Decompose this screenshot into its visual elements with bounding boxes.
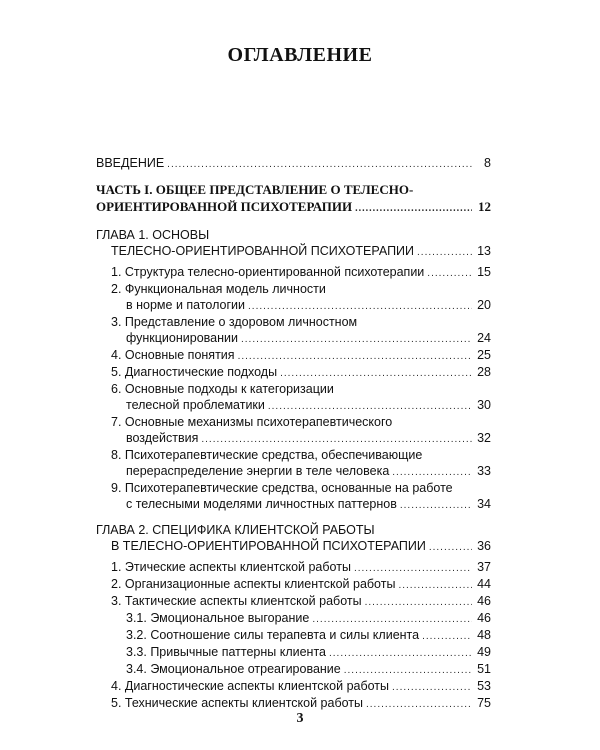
toc-entry-label: в норме и патологии [126, 298, 246, 312]
toc-page-number: 46 [477, 611, 491, 625]
dot-leader [329, 647, 472, 661]
toc-entry-ch1-7[interactable] [126, 431, 491, 447]
toc-page-number: 75 [477, 696, 491, 710]
dot-leader [312, 613, 472, 627]
dot-leader [392, 466, 472, 480]
toc-entry-label: 3.1. Эмоциональное выгорание [126, 611, 310, 625]
toc-ch1-2-line1: 2. Функциональная модель личности [111, 282, 326, 296]
toc-entry-ch1-1[interactable] [111, 265, 491, 281]
toc-entry-label: 3.2. Соотношение силы терапевта и силы клиента [126, 628, 420, 642]
dot-leader [400, 499, 472, 513]
dot-leader [422, 630, 472, 644]
dot-leader [241, 333, 472, 347]
dot-leader [238, 350, 472, 364]
toc-entry-label: 1. Структура телесно-ориентированной психотерапии [111, 265, 425, 279]
toc-page-number: 13 [477, 244, 491, 258]
dot-leader [429, 541, 472, 555]
toc-ch1-7-line1: 7. Основные механизмы психотерапевтического [111, 415, 393, 429]
toc-page-number: 48 [477, 628, 491, 642]
toc-entry-label: воздействия [126, 431, 199, 445]
toc-page-number: 53 [477, 679, 491, 693]
toc-page-number: 46 [477, 594, 491, 608]
toc-entry-label: 3.3. Привычные паттерны клиента [126, 645, 326, 659]
toc-entry-label: с телесными моделями личностных паттернов [126, 497, 397, 511]
toc-entry-chapter2[interactable] [111, 539, 491, 555]
toc-entry-label: перераспределение энергии в теле человека [126, 464, 390, 478]
page-title: ОГЛАВЛЕНИЕ [227, 44, 373, 66]
toc-part1-line1: ЧАСТЬ I. ОБЩЕЕ ПРЕДСТАВЛЕНИЕ О ТЕЛЕСНО- [96, 182, 414, 197]
toc-entry-ch1-8[interactable] [126, 464, 491, 480]
toc-chapter2-line1: ГЛАВА 2. СПЕЦИФИКА КЛИЕНТСКОЙ РАБОТЫ [96, 523, 375, 537]
dot-leader [280, 367, 472, 381]
dot-leader [417, 246, 472, 260]
toc-entry-label: 1. Этические аспекты клиентской работы [111, 560, 351, 574]
dot-leader [167, 158, 472, 172]
toc-entry-label: 4. Основные понятия [111, 348, 235, 362]
toc-entry-ch2-1[interactable] [111, 560, 491, 576]
toc-chapter1-line1: ГЛАВА 1. ОСНОВЫ [96, 228, 210, 242]
toc-entry-label: 5. Диагностические подходы [111, 365, 278, 379]
toc-page-number: 12 [478, 199, 491, 214]
page-number: 3 [296, 711, 304, 726]
toc-entry-chapter1[interactable] [111, 244, 491, 260]
dot-leader [201, 433, 472, 447]
toc-entry-ch2-3[interactable] [111, 594, 491, 610]
toc-entry-label: 4. Диагностические аспекты клиентской работы [111, 679, 390, 693]
toc-entry-label: функционировании [126, 331, 238, 345]
dot-leader [344, 664, 472, 678]
toc-entry-ch1-5[interactable] [111, 365, 491, 381]
toc-page-number: 8 [484, 156, 491, 170]
toc-page-number: 20 [477, 298, 491, 312]
toc-entry-ch2-5[interactable] [111, 696, 491, 712]
dot-leader [427, 267, 472, 281]
toc-page-number: 24 [477, 331, 491, 345]
toc-entry-label: 2. Организационные аспекты клиентской работы [111, 577, 396, 591]
toc-entry-ch1-3[interactable] [126, 331, 491, 347]
toc-entry-ch1-2[interactable] [126, 298, 491, 314]
toc-entry-ch2-3-3[interactable] [126, 645, 491, 661]
toc-page-number: 36 [477, 539, 491, 553]
toc-ch1-3-line1: 3. Представление о здоровом личностном [111, 315, 358, 329]
toc-entry-ch2-3-2[interactable] [126, 628, 491, 644]
toc-entry-ch1-6[interactable] [126, 398, 491, 414]
toc-page-number: 33 [477, 464, 491, 478]
toc-page-number: 37 [477, 560, 491, 574]
dot-leader [392, 681, 472, 695]
dot-leader [366, 698, 472, 712]
toc-entry-label: В ТЕЛЕСНО-ОРИЕНТИРОВАННОЙ ПСИХОТЕРАПИИ [111, 539, 426, 553]
toc-entry-ch2-4[interactable] [111, 679, 491, 695]
toc-entry-part1[interactable] [96, 200, 491, 216]
dot-leader [268, 400, 472, 414]
toc-page-number: 30 [477, 398, 491, 412]
dot-leader [354, 562, 472, 576]
toc-page-number: 34 [477, 497, 491, 511]
toc-entry-ch1-4[interactable] [111, 348, 491, 364]
toc-ch1-9-line1: 9. Психотерапевтические средства, основанные на работе [111, 481, 453, 495]
toc-page-number: 28 [477, 365, 491, 379]
toc-entry-ch1-9[interactable] [126, 497, 491, 513]
toc-ch1-8-line1: 8. Психотерапевтические средства, обеспечивающие [111, 448, 423, 462]
toc-entry-ch2-3-4[interactable] [126, 662, 491, 678]
toc-entry-label: 3. Тактические аспекты клиентской работы [111, 594, 362, 608]
toc-page-number: 49 [477, 645, 491, 659]
toc-page-number: 15 [477, 265, 491, 279]
toc-page-number: 44 [477, 577, 491, 591]
dot-leader [355, 202, 472, 216]
toc-entry-intro[interactable] [96, 156, 491, 172]
toc-ch1-6-line1: 6. Основные подходы к категоризации [111, 382, 334, 396]
toc-entry-label: телесной проблематики [126, 398, 265, 412]
toc-page-number: 32 [477, 431, 491, 445]
toc-entry-ch2-3-1[interactable] [126, 611, 491, 627]
dot-leader [248, 300, 472, 314]
toc-page-number: 25 [477, 348, 491, 362]
toc-entry-ch2-2[interactable] [111, 577, 491, 593]
toc-page-number: 51 [477, 662, 491, 676]
dot-leader [398, 579, 472, 593]
dot-leader [365, 596, 472, 610]
toc-entry-label: 5. Технические аспекты клиентской работы [111, 696, 363, 710]
toc-entry-label: ВВЕДЕНИЕ [96, 156, 165, 170]
toc-entry-label: ОРИЕНТИРОВАННОЙ ПСИХОТЕРАПИИ [96, 199, 353, 214]
toc-entry-label: ТЕЛЕСНО-ОРИЕНТИРОВАННОЙ ПСИХОТЕРАПИИ [111, 244, 415, 258]
toc-entry-label: 3.4. Эмоциональное отреагирование [126, 662, 341, 676]
